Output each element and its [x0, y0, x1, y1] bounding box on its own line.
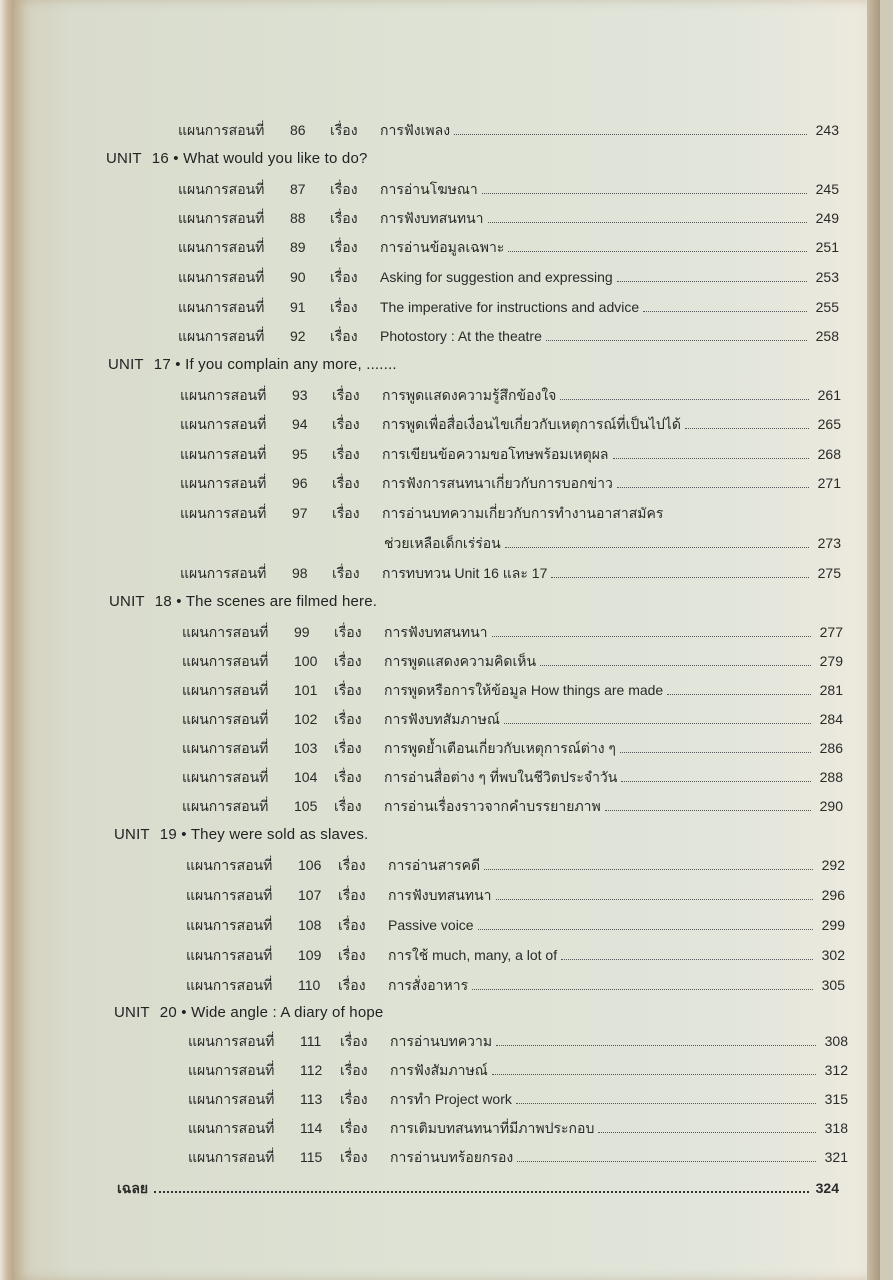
lesson-number: 87	[290, 181, 306, 197]
toc-entry[interactable]	[180, 473, 841, 493]
subject-label: เรื่อง	[332, 446, 360, 462]
toc-entry[interactable]	[178, 120, 839, 140]
subject-label: เรื่อง	[338, 977, 366, 993]
plan-label: แผนการสอนที่	[178, 269, 265, 285]
lesson-number: 112	[300, 1062, 323, 1078]
dot-leader	[488, 221, 808, 223]
toc-entry[interactable]	[178, 326, 839, 346]
lesson-title: การพูดเพื่อสื่อเงื่อนไขเกี่ยวกับเหตุการณ์ที่เป็นไปได้	[382, 416, 681, 432]
subject-label: เรื่อง	[332, 505, 360, 521]
plan-label: แผนการสอนที่	[180, 505, 267, 521]
plan-label: แผนการสอนที่	[188, 1033, 275, 1049]
subject-label: เรื่อง	[334, 624, 362, 640]
lesson-title: การฟังเพลง	[380, 122, 451, 138]
answers-title: เฉลย	[117, 1180, 149, 1196]
page-number: 302	[821, 947, 845, 963]
page-number: 258	[815, 328, 839, 344]
page-number: 299	[821, 917, 845, 933]
subject-label: เรื่อง	[334, 798, 362, 814]
page-number: 253	[815, 269, 839, 285]
plan-label: แผนการสอนที่	[178, 122, 265, 138]
dot-leader	[496, 1044, 816, 1046]
page-number: 312	[824, 1062, 848, 1078]
dot-leader	[560, 398, 809, 400]
lesson-number: 115	[300, 1149, 323, 1165]
dot-leader	[621, 780, 811, 782]
page-number: 255	[815, 299, 839, 315]
dot-leader	[561, 958, 813, 960]
dot-leader	[484, 868, 813, 870]
plan-label: แผนการสอนที่	[178, 328, 265, 344]
lesson-number: 103	[294, 740, 318, 756]
lesson-number: 91	[290, 299, 306, 315]
dot-leader	[617, 280, 807, 282]
lesson-title: The imperative for instructions and advice	[380, 299, 640, 315]
subject-label: เรื่อง	[340, 1091, 368, 1107]
page-number: 284	[819, 711, 843, 727]
toc-entry[interactable]	[182, 680, 843, 700]
lesson-title: Asking for suggestion and expressing	[380, 269, 613, 285]
dot-leader	[517, 1160, 816, 1162]
dot-leader	[617, 486, 809, 488]
plan-label: แผนการสอนที่	[178, 210, 265, 226]
page-number: 286	[819, 740, 843, 756]
lesson-number: 93	[292, 387, 308, 403]
subject-label: เรื่อง	[330, 269, 358, 285]
toc-entry[interactable]	[178, 267, 839, 287]
toc-entry[interactable]	[180, 563, 841, 583]
dot-leader	[478, 928, 813, 930]
plan-label: แผนการสอนที่	[182, 740, 269, 756]
unit-heading-18: UNIT 18 • The scenes are filmed here.	[109, 593, 378, 610]
lesson-number: 88	[290, 210, 306, 226]
lesson-number: 89	[290, 239, 306, 255]
lesson-title: การอ่านเรื่องราวจากคำบรรยายภาพ	[384, 798, 601, 814]
page-number: 315	[824, 1091, 848, 1107]
lesson-title: การสั่งอาหาร	[388, 977, 469, 993]
lesson-title: การอ่านบทร้อยกรอง	[390, 1149, 514, 1165]
toc-entry[interactable]	[180, 385, 841, 405]
toc-entry-answers[interactable]	[117, 1178, 839, 1200]
subject-label: เรื่อง	[338, 947, 366, 963]
subject-label: เรื่อง	[340, 1120, 368, 1136]
lesson-number: 95	[292, 446, 308, 462]
lesson-title: การอ่านบทความเกี่ยวกับการทำงานอาสาสมัคร	[382, 505, 664, 521]
plan-label: แผนการสอนที่	[182, 624, 269, 640]
subject-label: เรื่อง	[332, 387, 360, 403]
page-number: 273	[817, 535, 841, 551]
toc-entry[interactable]	[178, 208, 839, 228]
lesson-title: การเติมบทสนทนาที่มีภาพประกอบ	[390, 1120, 595, 1136]
plan-label: แผนการสอนที่	[180, 475, 267, 491]
plan-label: แผนการสอนที่	[182, 682, 269, 698]
lesson-title: การพูดแสดงความรู้สึกข้องใจ	[382, 387, 557, 403]
lesson-title: การฟังบทสนทนา	[380, 210, 484, 226]
lesson-number: 94	[292, 416, 308, 432]
lesson-title: การใช้ much, many, a lot of	[388, 947, 558, 963]
dot-leader	[643, 310, 807, 312]
lesson-number: 104	[294, 769, 318, 785]
plan-label: แผนการสอนที่	[182, 798, 269, 814]
lesson-title: การพูดแสดงความคิดเห็น	[384, 653, 537, 669]
unit-heading-17: UNIT 17 • If you complain any more, .......	[108, 356, 397, 373]
page-number: 251	[815, 239, 839, 255]
lesson-number: 100	[294, 653, 318, 669]
toc-entry[interactable]	[180, 414, 841, 434]
lesson-title: การอ่านสารคดี	[388, 857, 481, 873]
subject-label: เรื่อง	[340, 1062, 368, 1078]
plan-label: แผนการสอนที่	[182, 653, 269, 669]
page-edge	[867, 0, 880, 1280]
dot-leader	[505, 546, 809, 548]
lesson-number: 110	[298, 977, 321, 993]
lesson-number: 97	[292, 505, 308, 521]
lesson-title: การอ่านสื่อต่าง ๆ ที่พบในชีวิตประจำวัน	[384, 769, 618, 785]
dot-leader	[620, 751, 811, 753]
plan-label: แผนการสอนที่	[188, 1062, 275, 1078]
toc-entry[interactable]	[182, 622, 843, 642]
subject-label: เรื่อง	[330, 328, 358, 344]
lesson-number: 105	[294, 798, 318, 814]
toc-entry[interactable]	[180, 444, 841, 464]
page-number: 268	[817, 446, 841, 462]
lesson-title: การอ่านโฆษณา	[380, 181, 478, 197]
subject-label: เรื่อง	[332, 565, 360, 581]
plan-label: แผนการสอนที่	[188, 1149, 275, 1165]
book-spine	[0, 0, 14, 1280]
lesson-number: 108	[298, 917, 322, 933]
lesson-title-continuation: ช่วยเหลือเด็กเร่ร่อน	[384, 535, 501, 551]
lesson-title: การเขียนข้อความขอโทษพร้อมเหตุผล	[382, 446, 609, 462]
plan-label: แผนการสอนที่	[178, 181, 265, 197]
lesson-title: การพูดย้ำเตือนเกี่ยวกับเหตุการณ์ต่าง ๆ	[384, 740, 616, 756]
subject-label: เรื่อง	[338, 917, 366, 933]
lesson-title: การฟังบทสนทนา	[388, 887, 492, 903]
lesson-number: 86	[290, 122, 306, 138]
subject-label: เรื่อง	[338, 857, 366, 873]
toc-entry[interactable]	[180, 503, 841, 523]
page-number: 249	[815, 210, 839, 226]
toc-entry[interactable]	[188, 1060, 848, 1080]
page-number: 290	[819, 798, 843, 814]
page-number: 296	[821, 887, 845, 903]
subject-label: เรื่อง	[338, 887, 366, 903]
subject-label: เรื่อง	[330, 299, 358, 315]
page-number: 277	[819, 624, 843, 640]
lesson-number: 111	[300, 1033, 322, 1049]
toc-entry[interactable]	[182, 767, 843, 787]
dot-leader	[492, 1073, 816, 1075]
dot-leader	[496, 898, 814, 900]
plan-label: แผนการสอนที่	[186, 887, 273, 903]
dot-leader	[613, 457, 809, 459]
page-number: 292	[821, 857, 845, 873]
subject-label: เรื่อง	[330, 210, 358, 226]
plan-label: แผนการสอนที่	[180, 416, 267, 432]
lesson-number: 101	[294, 682, 318, 698]
plan-label: แผนการสอนที่	[180, 565, 267, 581]
toc-entry[interactable]	[182, 651, 843, 671]
toc-entry[interactable]	[182, 796, 843, 816]
toc-entry[interactable]	[182, 738, 843, 758]
page-number: 245	[815, 181, 839, 197]
page-number: 281	[819, 682, 843, 698]
lesson-number: 98	[292, 565, 308, 581]
page-number: 279	[819, 653, 843, 669]
dot-leader	[504, 722, 811, 724]
lesson-number: 90	[290, 269, 306, 285]
lesson-number: 96	[292, 475, 308, 491]
lesson-number: 107	[298, 887, 322, 903]
unit-heading-16: UNIT 16 • What would you like to do?	[106, 150, 368, 167]
toc-entry[interactable]	[186, 975, 845, 995]
dot-leader	[516, 1102, 816, 1104]
dot-leader	[685, 427, 809, 429]
toc-entry[interactable]	[188, 1147, 848, 1167]
subject-label: เรื่อง	[330, 181, 358, 197]
plan-label: แผนการสอนที่	[182, 711, 269, 727]
plan-label: แผนการสอนที่	[186, 857, 273, 873]
dot-leader	[454, 133, 807, 135]
lesson-number: 99	[294, 624, 310, 640]
toc-entry[interactable]	[188, 1031, 848, 1051]
plan-label: แผนการสอนที่	[186, 947, 273, 963]
subject-label: เรื่อง	[340, 1033, 368, 1049]
toc-entry[interactable]	[186, 885, 845, 905]
dot-leader	[472, 988, 813, 990]
dot-leader	[598, 1131, 816, 1133]
plan-label: แผนการสอนที่	[180, 446, 267, 462]
toc-entry[interactable]	[178, 237, 839, 257]
dot-leader	[667, 693, 811, 695]
unit-heading-20: UNIT 20 • Wide angle : A diary of hope	[114, 1004, 384, 1021]
page-number: 324	[815, 1180, 839, 1196]
lesson-title: Passive voice	[388, 917, 474, 933]
toc-entry[interactable]	[188, 1089, 848, 1109]
plan-label: แผนการสอนที่	[178, 239, 265, 255]
page-number: 271	[817, 475, 841, 491]
subject-label: เรื่อง	[330, 122, 358, 138]
dot-leader	[154, 1191, 809, 1193]
subject-label: เรื่อง	[334, 740, 362, 756]
dot-leader	[540, 664, 811, 666]
dot-leader	[508, 250, 807, 252]
lesson-number: 113	[300, 1091, 323, 1107]
lesson-number: 114	[300, 1120, 323, 1136]
plan-label: แผนการสอนที่	[188, 1091, 275, 1107]
lesson-title: การฟังบทสัมภาษณ์	[384, 711, 500, 727]
toc-page	[14, 0, 880, 1280]
subject-label: เรื่อง	[334, 653, 362, 669]
toc-entry[interactable]	[186, 915, 845, 935]
dot-leader	[546, 339, 807, 341]
lesson-title: การอ่านบทความ	[390, 1033, 493, 1049]
subject-label: เรื่อง	[330, 239, 358, 255]
subject-label: เรื่อง	[334, 711, 362, 727]
toc-entry[interactable]	[182, 709, 843, 729]
lesson-title: การฟังการสนทนาเกี่ยวกับการบอกข่าว	[382, 475, 613, 491]
toc-entry[interactable]	[186, 945, 845, 965]
page-number: 308	[824, 1033, 848, 1049]
page-number: 305	[821, 977, 845, 993]
lesson-number: 92	[290, 328, 306, 344]
subject-label: เรื่อง	[334, 769, 362, 785]
plan-label: แผนการสอนที่	[188, 1120, 275, 1136]
lesson-title: การอ่านข้อมูลเฉพาะ	[380, 239, 505, 255]
plan-label: แผนการสอนที่	[186, 977, 273, 993]
toc-entry-continuation[interactable]	[384, 533, 841, 553]
lesson-title: การฟังบทสนทนา	[384, 624, 488, 640]
lesson-title: Photostory : At the theatre	[380, 328, 542, 344]
lesson-title: การฟังสัมภาษณ์	[390, 1062, 488, 1078]
page-number: 318	[824, 1120, 848, 1136]
toc-entry[interactable]	[188, 1118, 848, 1138]
dot-leader	[551, 576, 809, 578]
subject-label: เรื่อง	[332, 416, 360, 432]
unit-heading-19: UNIT 19 • They were sold as slaves.	[114, 826, 369, 843]
page-number: 261	[817, 387, 841, 403]
lesson-title: การทำ Project work	[390, 1091, 512, 1107]
page-number: 288	[819, 769, 843, 785]
subject-label: เรื่อง	[334, 682, 362, 698]
page-number: 243	[815, 122, 839, 138]
dot-leader	[492, 635, 812, 637]
subject-label: เรื่อง	[340, 1149, 368, 1165]
toc-entry[interactable]	[178, 179, 839, 199]
page-number: 265	[817, 416, 841, 432]
dot-leader	[605, 809, 811, 811]
plan-label: แผนการสอนที่	[182, 769, 269, 785]
plan-label: แผนการสอนที่	[186, 917, 273, 933]
lesson-number: 106	[298, 857, 322, 873]
lesson-title: การพูดหรือการให้ข้อมูล How things are made	[384, 682, 664, 698]
lesson-number: 102	[294, 711, 318, 727]
toc-entry[interactable]	[186, 855, 845, 875]
plan-label: แผนการสอนที่	[180, 387, 267, 403]
lesson-title: การทบทวน Unit 16 และ 17	[382, 565, 548, 581]
lesson-number: 109	[298, 947, 322, 963]
page-number: 275	[817, 565, 841, 581]
subject-label: เรื่อง	[332, 475, 360, 491]
dot-leader	[482, 192, 807, 194]
page-number: 321	[824, 1149, 848, 1165]
plan-label: แผนการสอนที่	[178, 299, 265, 315]
toc-entry[interactable]	[178, 297, 839, 317]
